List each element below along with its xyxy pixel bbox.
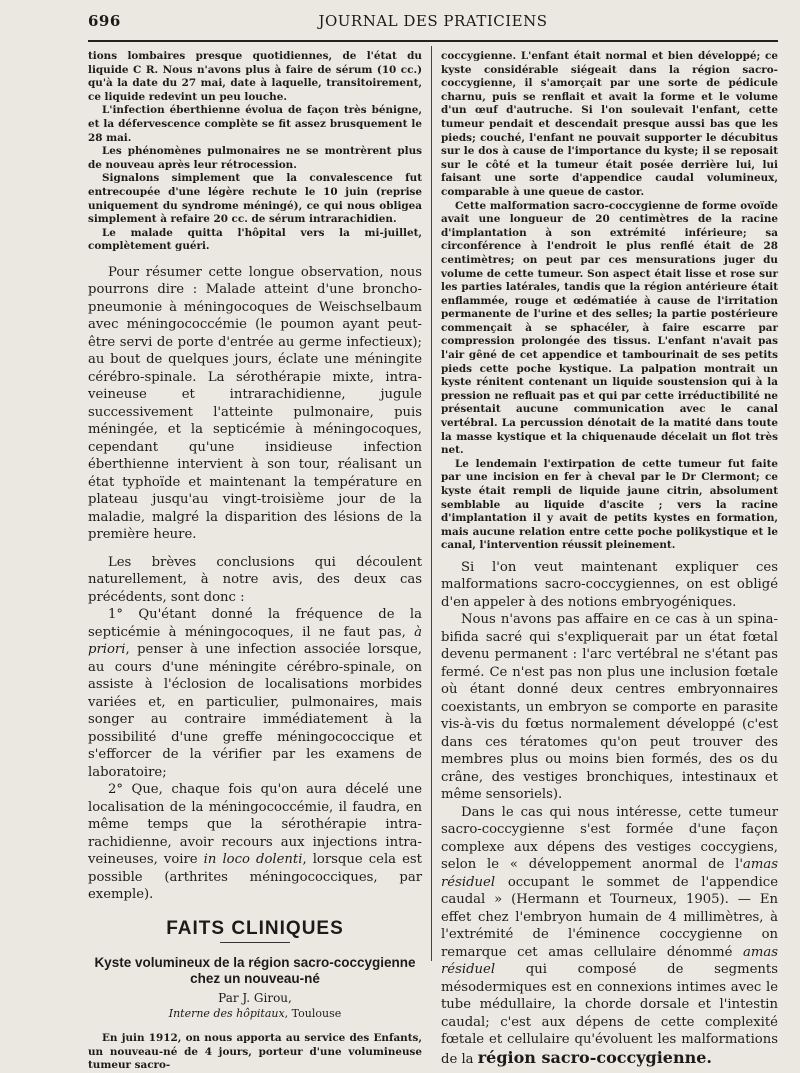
small-paragraph: coccygienne. L'enfant était normal et bien développé; ce kyste considérable siégeait dans la région sacro-coccygienne, il s'amorçait par une sorte de pédicule charnu, puis se renflait et avait la forme et le volume d'un œuf d'autruche. Si l'on soulevait l'enfant, cette tumeur pendait et descendait presque aussi bas que les pieds; couché, l'enfant ne pouvait supporter le décubitus sur le dos à cause de l'importance du kyste; il se reposait sur le côté et la tumeur était posée derrière lui, lui faisant une sorte d'appendice caudal volumineux, comparable à une queue de castor. [441, 50, 778, 198]
header-rule [88, 40, 778, 42]
discussion-text [441, 559, 778, 1069]
page-number: 696 [88, 12, 121, 30]
discussion-paragraph: Nous n'avons pas affaire en ce cas à un spina-bifida sacré qui s'expliquerait par un état fœtal devenu permanent : l'arc vertébral ne s'étant pas fermé. Ce n'est pas non plus une inclusion fœtale où étant donné deux centres embryonnaires coexistants, un embryon se comporte en parasite vis-à-vis du fœtus normalement développé (c'est dans ces tératomes qu'on peut trouver des membres plus ou moins bien formés, des os du crâne, des vestiges bronchiques, intestinaux et même sensoriels). [441, 612, 778, 803]
author-affiliation: Interne des hôpitaux, Toulouse [168, 1006, 342, 1020]
small-paragraph: Signalons simplement que la convalescence fut entrecoupée d'une légère rechute le 10 juin (reprise uniquement du syndrome méningé), ce qui nous obligea simplement à refaire 20 cc. de sérum intrarachidien. [88, 172, 422, 226]
small-paragraph: Le malade quitta l'hôpital vers la mi-juillet, complètement guéri. [88, 226, 422, 253]
section-title-rule [220, 942, 290, 943]
case-description [441, 50, 778, 553]
small-paragraph: Le lendemain l'extirpation de cette tumeur fut faite par une incision en fer à cheval par le Dr Clermont; ce kyste était rempli de liquide jaune citrin, absolument semblable au liquide d'ascite ; vers la racine d'implantation il y avait de petits kystes en formation, mais aucune relation entre cette poche polikystique et le canal, l'intervention réussit pleinement. [441, 457, 778, 552]
column-divider [431, 46, 432, 961]
observation-end [88, 50, 422, 254]
small-paragraph: Les phénomènes pulmonaires ne se montrèrent plus de nouveau après leur rétrocession. [88, 145, 422, 171]
section-title: FAITS CLINIQUES [166, 917, 344, 939]
article-start: En juin 1912, on nous apporta au service des Enfants, un nouveau-né de 4 jours, porteur d'une volumineuse tumeur sacro- [88, 1031, 422, 1072]
discussion-paragraph: Dans le cas qui nous intéresse, cette tumeur sacro-coccygienne s'est formée d'une façon complexe aux dépens des vestiges coccygiens, selon le « développement anormal de l'amas résiduel occupant le sommet de l'appendice caudal » (Hermann et Tourneux, 1905). — En effet chez l'embryon humain de 4 millimètres, à l'extrémité de l'éminence coccygienne on remarque cet amas cellulaire dénommé amas résiduel qui composé de segments mésodermiques est en connexions intimes avec le tube médullaire, la chorde dorsale et l'intestin caudal; c'est aux dépens de cette complexité fœtale et cellulaire qu'évoluent les malformations de la région sacro-coccygienne. [441, 804, 778, 1067]
conclusion-2: 2° Que, chaque fois qu'on aura décelé une localisation de la méningococcémie, il faudra, en même temps que la sérothérapie intra-rachidienne, avoir recours aux injections intra-veineuses, voire in loco dolenti, lorsque cela est possible (arthrites méningococciques, par exemple). [88, 782, 422, 903]
running-header [88, 12, 778, 34]
summary-paragraph: Pour résumer cette longue observation, nous pourrons dire : Malade atteint d'une broncho-pneumonie à méningocoques de Weischselbaum avec méningococcémie (le poumon ayant peut-être servi de porte d'entrée au germe infectieux); au bout de quelques jours, éclate une méningite cérébro-spinale. La sérothérapie mixte, intra-veineuse et intrarachidienne, jugule successivement l'atteinte pulmonaire, puis méningée, et la septicémie à méningocoques, cependant qu'une insidieuse infection éberthienne intervient à son tour, réalisant un état typhoïde et maintenant la température en plateau jusqu'au vingt-troisième jour de la maladie, malgré la disparition des lésions de la première heure. [88, 264, 422, 543]
small-paragraph: Cette malformation sacro-coccygienne de forme ovoïde avait une longueur de 20 centimètres de la racine d'implantation à son extrémité inférieure; sa circonférence à l'endroit le plus renflé était de 28 centimètres; on peut par ces mensurations juger du volume de cette tumeur. Son aspect était lisse et rose sur les parties latérales, tandis que la région antérieure était enflammée, rouge et œdématiée à cause de l'irritation permanente de l'urine et des selles; la partie postérieure commençait à se sphacéler, à faire escarre par compression prolongée des tissus. L'enfant n'avait pas l'air gêné de cet appendice et tambourinait de ses petits pieds cette poche kystique. La palpation montrait un kyste rénitent contenant un liquide soustension qui à la pression ne refluait pas et qui par cette irréductibilité ne présentait aucune communication avec le canal vertébral. La percussion dénotait de la matité dans toute la masse kystique et la chiquenaude décelait un flot très net. [441, 199, 778, 457]
article-author: Par J. Girou, [218, 990, 292, 1005]
article-title: Kyste volumineux de la région sacro-coccygienne chez un nouveau-né [94, 954, 416, 986]
summary-text [88, 264, 422, 904]
conclusions-intro: Les brèves conclusions qui découlent naturellement, à notre avis, des deux cas précédents, sont donc : [88, 554, 422, 605]
discussion-paragraph: Si l'on veut maintenant expliquer ces malformations sacro-coccygiennes, on est obligé d'en appeler à des notions embryogéniques. [441, 559, 778, 610]
small-paragraph: L'infection éberthienne évolua de façon très bénigne, et la défervescence complète se fit assez brusquement le 28 mai. [88, 104, 422, 144]
right-column [441, 50, 778, 1067]
conclusion-1: 1° Qu'étant donné la fréquence de la septicémie à méningocoques, il ne faut pas, à priori, penser à une infection associée lorsque, au cours d'une méningite cérébro-spinale, on assiste à l'éclosion de localisations morbides variées et, en particulier, pulmonaires, mais songer au contraire immédiatement à la possibilité d'une greffe méningococcique et s'efforcer de la vérifier par les examens de laboratoire; [88, 607, 422, 780]
journal-title: JOURNAL DES PRATICIENS [318, 12, 548, 30]
small-paragraph: tions lombaires presque quotidiennes, de l'état du liquide C R. Nous n'avons plus à faire de sérum (10 cc.) qu'à la date du 27 mai, date à laquelle, transitoirement, ce liquide redevint un peu louche. [88, 50, 422, 103]
left-column [88, 50, 422, 1072]
